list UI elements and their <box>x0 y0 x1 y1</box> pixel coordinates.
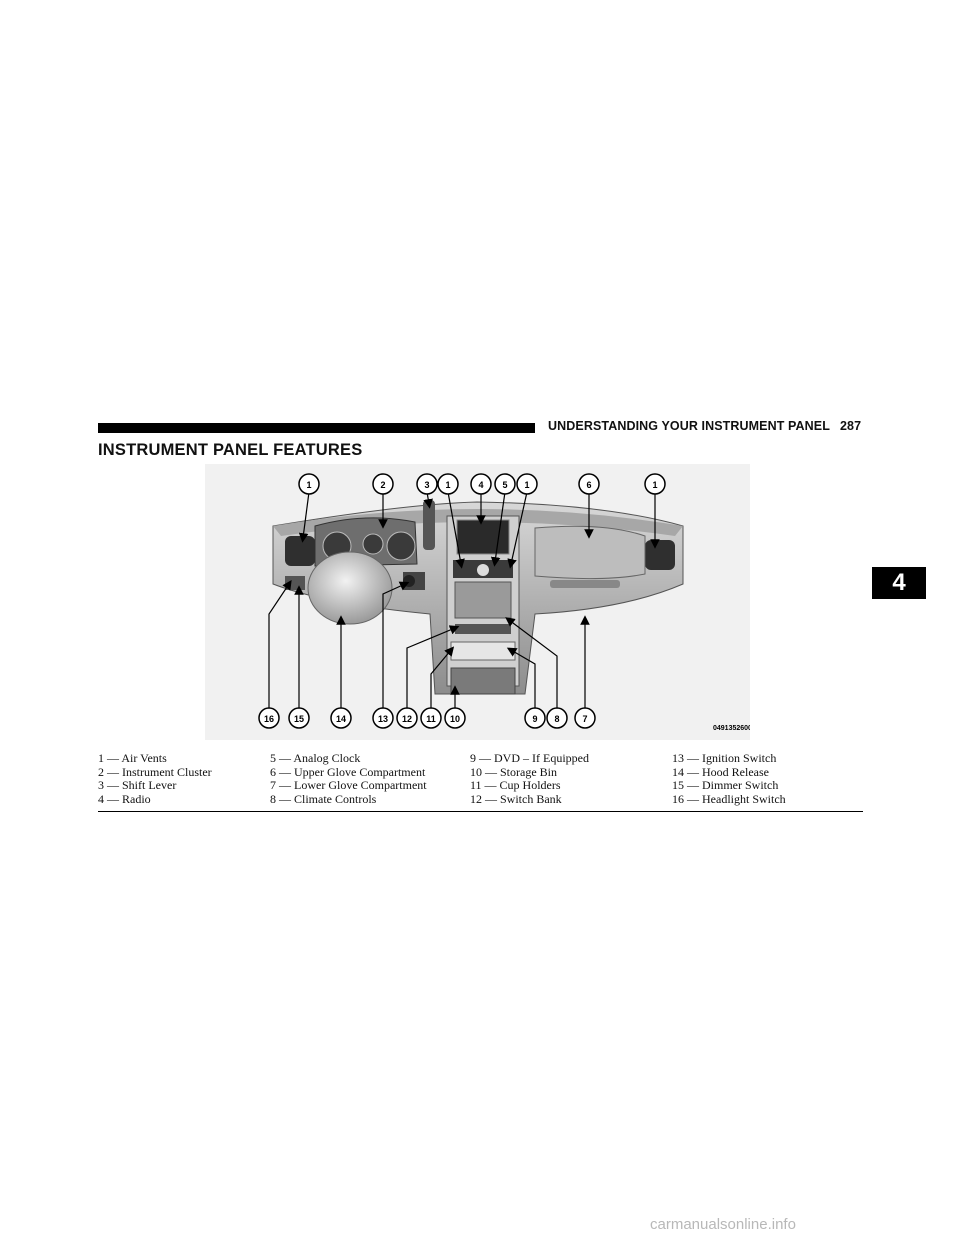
running-head <box>548 419 861 433</box>
legend-item: 1 — Air Vents <box>98 751 167 765</box>
chapter-tab: 4 <box>872 567 926 599</box>
legend-item: 14 — Hood Release <box>672 764 769 779</box>
legend-item: 9 — DVD – If Equipped <box>470 751 589 765</box>
legend-bottom-rule <box>98 811 863 812</box>
watermark: carmanualsonline.info <box>650 1216 796 1233</box>
legend-item: 15 — Dimmer Switch <box>672 778 779 792</box>
instrument-panel-illustration <box>205 464 750 740</box>
callout-label: 3 <box>424 480 430 490</box>
callout-label: 7 <box>582 714 588 724</box>
callout-label: 14 <box>335 714 347 724</box>
callout-label: 5 <box>502 480 508 490</box>
header-rule-bar <box>98 423 535 433</box>
legend-column <box>470 752 589 806</box>
callout-label: 11 <box>426 714 436 724</box>
legend-column <box>270 752 427 806</box>
legend-item: 4 — Radio <box>98 791 151 806</box>
legend-item: 12 — Switch Bank <box>470 791 562 806</box>
callout-label: 12 <box>401 714 413 724</box>
callout-label: 10 <box>449 714 461 724</box>
callout-label: 6 <box>586 480 592 490</box>
running-title: UNDERSTANDING YOUR INSTRUMENT PANEL <box>548 419 830 433</box>
page-number: 287 <box>839 419 862 433</box>
callout-label: 9 <box>532 714 538 724</box>
callout-label: 15 <box>293 714 305 724</box>
legend-item: 13 — Ignition Switch <box>672 751 777 765</box>
instrument-panel-figure <box>205 464 750 740</box>
legend-item: 8 — Climate Controls <box>270 791 377 806</box>
legend-column <box>98 752 212 806</box>
figure-code: 0491352600 <box>713 725 750 732</box>
callout-label: 13 <box>377 714 389 724</box>
callout-label: 1 <box>652 480 658 490</box>
legend-item: 3 — Shift Lever <box>98 778 177 792</box>
callout-label: 2 <box>380 480 386 490</box>
legend-item: 5 — Analog Clock <box>270 751 361 765</box>
legend-item: 16 — Headlight Switch <box>672 791 786 806</box>
callout-label: 1 <box>306 480 312 490</box>
callout-label: 1 <box>524 480 530 490</box>
callout-label: 16 <box>263 714 275 724</box>
callout-label: 1 <box>445 480 451 490</box>
section-title: INSTRUMENT PANEL FEATURES <box>98 441 363 459</box>
legend-item: 7 — Lower Glove Compartment <box>270 778 427 792</box>
legend-item: 11 — Cup Holders <box>470 778 561 792</box>
legend-column <box>672 752 786 806</box>
legend-item: 10 — Storage Bin <box>470 764 557 779</box>
legend-item: 2 — Instrument Cluster <box>98 764 212 779</box>
callout-label: 4 <box>478 480 484 490</box>
legend-item: 6 — Upper Glove Compartment <box>270 764 426 779</box>
callout-label: 8 <box>554 714 560 724</box>
